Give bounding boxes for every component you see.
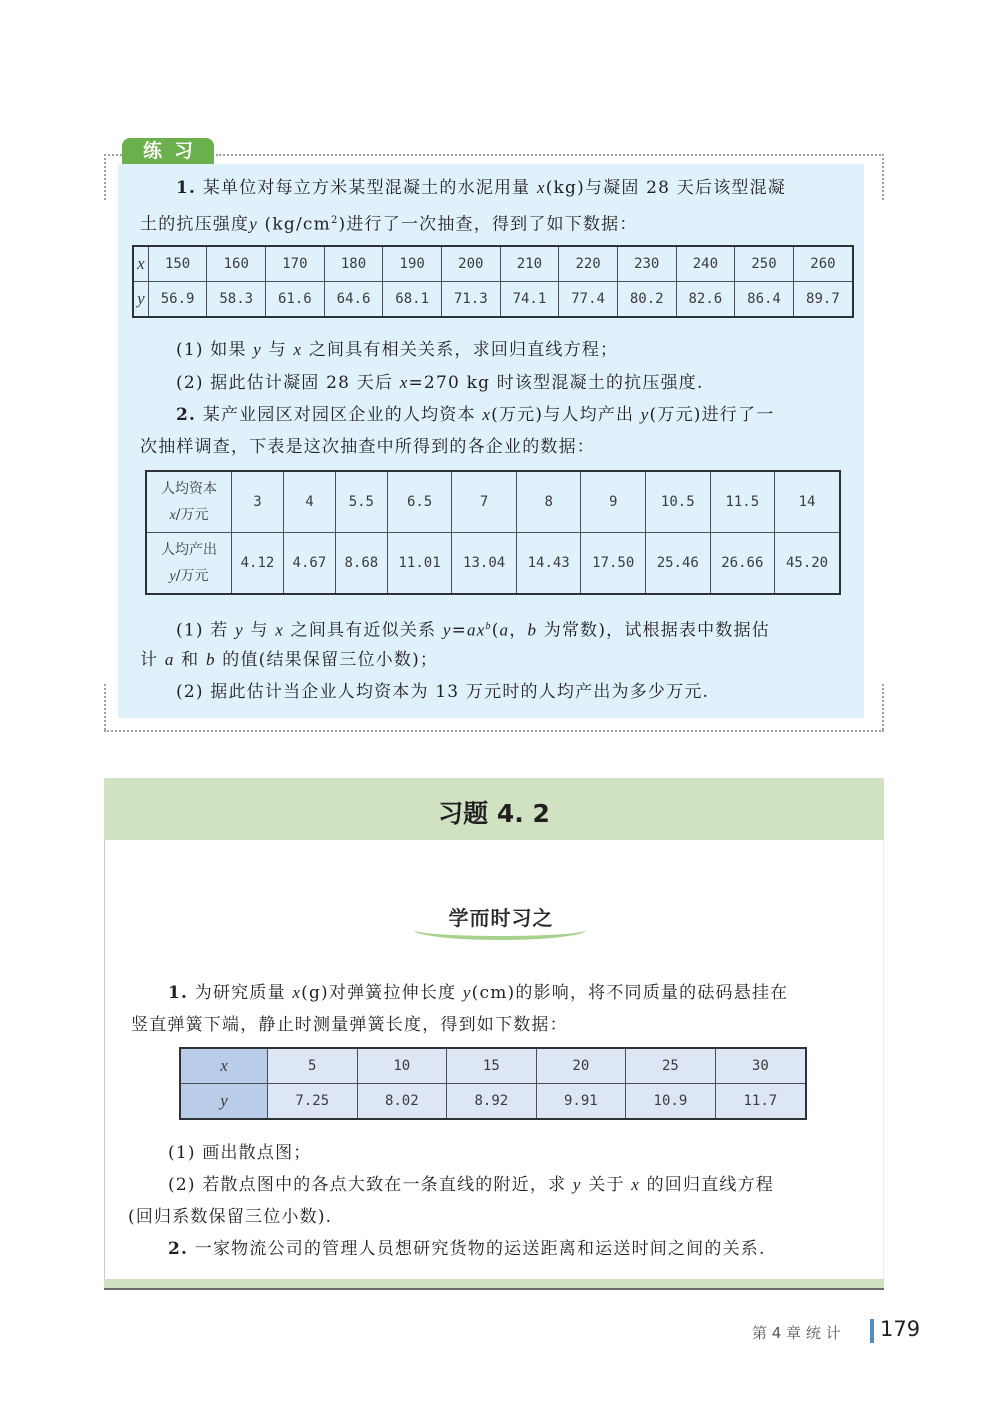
var: y <box>640 405 650 424</box>
text: (1) 若 <box>176 620 236 641</box>
frame-dots-top-left <box>104 154 122 156</box>
var: x <box>169 507 176 523</box>
cell: 5 <box>268 1048 358 1084</box>
frame-dots-left-bottom <box>104 684 106 730</box>
practice-q2-sub1-line2 <box>140 650 438 670</box>
cell: 58.3 <box>207 282 266 318</box>
exercise-q1-sub2-line2: (回归系数保留三位小数). <box>128 1207 333 1227</box>
cell: 210 <box>500 246 559 282</box>
var: x <box>631 1175 640 1194</box>
chapter-label: 第 4 章 统 计 <box>752 1324 841 1342</box>
label-unit: /万元 <box>175 567 209 584</box>
frame-dots-bottom <box>104 730 884 732</box>
var: x <box>399 373 409 392</box>
var: y <box>462 983 472 1002</box>
section-left-border <box>104 778 105 1290</box>
cell: 61.6 <box>266 282 325 318</box>
row-label-y <box>146 533 232 595</box>
cell: 7 <box>452 471 517 533</box>
formula-exponent: b <box>485 621 492 632</box>
cell: 8.02 <box>357 1084 447 1120</box>
cell: 5.5 <box>335 471 387 533</box>
exercises-title: 习题 4. 2 <box>438 799 550 828</box>
text: 某单位对每立方米某型混凝土的水泥用量 <box>202 178 537 198</box>
motto-text: 学而时习之 <box>448 906 554 930</box>
cell: 45.20 <box>775 533 840 595</box>
var: b <box>527 620 538 640</box>
cell: 8.92 <box>447 1084 537 1120</box>
cell: 150 <box>148 246 207 282</box>
cell: 74.1 <box>500 282 559 318</box>
table-row-x <box>133 246 853 282</box>
var: y <box>572 1175 582 1194</box>
cell: 9.91 <box>536 1084 626 1120</box>
practice-q1-table <box>132 245 854 318</box>
question-number: 1. <box>176 178 197 198</box>
text: (万元)与人均产出 <box>491 405 641 425</box>
row-label-x: x <box>180 1048 268 1084</box>
cell: 260 <box>793 246 853 282</box>
practice-q1-sub1 <box>176 340 618 360</box>
cell: 17.50 <box>581 533 646 595</box>
text: )进行了一次抽查，得到了如下数据： <box>338 214 638 235</box>
cell: 25.46 <box>646 533 711 595</box>
text: 与 <box>243 620 276 641</box>
section-right-border <box>883 778 884 1290</box>
practice-q2-sub2: (2) 据此估计当企业人均资本为 13 万元时的人均产出为多少万元. <box>176 682 710 702</box>
cell: 14.43 <box>516 533 581 595</box>
cell: 64.6 <box>324 282 383 318</box>
cell: 8 <box>516 471 581 533</box>
text: ， <box>509 620 528 641</box>
label-text: 人均产出 <box>161 541 217 558</box>
table-row-x <box>180 1048 806 1084</box>
text: 与 <box>262 340 294 360</box>
practice-q1-line2 <box>140 211 638 235</box>
text: 为常数)，试根据表中数据估 <box>537 620 770 641</box>
cell: 82.6 <box>676 282 735 318</box>
cell: 4.12 <box>232 533 284 595</box>
text: (cm)的影响，将不同质量的砝码悬挂在 <box>471 983 789 1003</box>
frame-dots-right-bottom <box>882 684 884 730</box>
practice-tab: 练习 <box>122 138 214 164</box>
cell: 160 <box>207 246 266 282</box>
row-label-x: x <box>133 246 148 282</box>
row-label-y: y <box>133 282 148 318</box>
label-unit: /万元 <box>175 506 209 523</box>
exercise-q1-sub2-line1 <box>168 1175 774 1195</box>
cell: 86.4 <box>735 282 794 318</box>
superscript: 2 <box>330 215 339 226</box>
var: y <box>235 620 244 640</box>
practice-q1-sub2 <box>176 373 704 393</box>
exercise-q1-table <box>179 1047 807 1120</box>
text: (kg/cm <box>257 214 331 235</box>
cell: 200 <box>441 246 500 282</box>
page-number: 179 <box>880 1317 921 1341</box>
question-number: 1. <box>168 983 189 1003</box>
text: 计 <box>140 650 165 670</box>
text: 关于 <box>581 1175 632 1195</box>
question-number: 2. <box>176 405 197 425</box>
text: (万元)进行了一 <box>649 405 775 425</box>
cell: 15 <box>447 1048 537 1084</box>
cell: 77.4 <box>559 282 618 318</box>
cell: 170 <box>266 246 325 282</box>
text: 为研究质量 <box>194 983 293 1003</box>
cell: 180 <box>324 246 383 282</box>
var: x <box>293 340 303 359</box>
text: 和 <box>174 650 206 670</box>
cell: 13.04 <box>452 533 517 595</box>
text: (2) 据此估计凝固 28 天后 <box>176 373 400 393</box>
text: (g)对弹簧拉伸长度 <box>301 983 463 1003</box>
cell: 25 <box>626 1048 716 1084</box>
practice-q2-table <box>145 470 841 595</box>
cell: 71.3 <box>441 282 500 318</box>
var: b <box>205 650 216 669</box>
table-row-y <box>180 1084 806 1120</box>
cell: 220 <box>559 246 618 282</box>
cell: 4.67 <box>283 533 335 595</box>
footer-divider-bar <box>870 1319 874 1343</box>
text: ( <box>491 620 500 641</box>
exercise-q1-line1 <box>168 983 788 1003</box>
text: (2) 若散点图中的各点大致在一条直线的附近，求 <box>168 1175 573 1195</box>
cell: 9 <box>581 471 646 533</box>
table-row-y <box>146 533 840 595</box>
var: x <box>275 620 285 640</box>
text: 之间具有相关关系，求回归直线方程； <box>302 340 619 360</box>
practice-q2-line2: 次抽样调查，下表是这次抽查中所得到的各企业的数据： <box>140 437 595 457</box>
cell: 89.7 <box>793 282 853 318</box>
text: (kg)与凝固 28 天后该型混凝 <box>545 178 787 198</box>
practice-q1-line1 <box>176 178 786 198</box>
row-label-x <box>146 471 232 533</box>
exercises-footer-bar <box>104 1279 884 1290</box>
var: x <box>536 178 546 197</box>
var: x <box>482 405 492 424</box>
text: 之间具有近似关系 <box>284 620 443 641</box>
cell: 7.25 <box>268 1084 358 1120</box>
text: 土的抗压强度 <box>140 214 250 235</box>
exercise-q1-sub1: (1) 画出散点图； <box>168 1143 312 1163</box>
frame-dots-left-top <box>104 154 106 200</box>
exercise-q2-line1 <box>168 1239 766 1259</box>
label-text: 人均资本 <box>161 480 217 497</box>
var: y <box>169 568 176 584</box>
formula-var: y <box>442 620 452 640</box>
text: 某产业园区对园区企业的人均资本 <box>202 405 483 425</box>
cell: 230 <box>617 246 676 282</box>
cell: 10.9 <box>626 1084 716 1120</box>
var: y <box>253 340 263 359</box>
cell: 4 <box>283 471 335 533</box>
practice-q2-line1 <box>176 405 774 425</box>
cell: 11.01 <box>387 533 452 595</box>
row-label-y: y <box>180 1084 268 1120</box>
question-number: 2. <box>168 1239 189 1259</box>
cell: 190 <box>383 246 442 282</box>
cell: 8.68 <box>335 533 387 595</box>
text: =270 kg 时该型混凝土的抗压强度. <box>408 373 704 393</box>
cell: 20 <box>536 1048 626 1084</box>
var: a <box>164 650 175 669</box>
formula-eq: = <box>451 620 468 641</box>
cell: 56.9 <box>148 282 207 318</box>
practice-q2-sub1-line1 <box>176 617 770 641</box>
cell: 26.66 <box>710 533 775 595</box>
cell: 68.1 <box>383 282 442 318</box>
cell: 6.5 <box>387 471 452 533</box>
table-row-y <box>133 282 853 318</box>
cell: 240 <box>676 246 735 282</box>
cell: 14 <box>775 471 840 533</box>
frame-dots-right-top <box>882 154 884 200</box>
text: 的值(结果保留三位小数)； <box>215 650 439 670</box>
formula-var: ax <box>467 620 486 640</box>
exercise-q1-line2: 竖直弹簧下端，静止时测量弹簧长度，得到如下数据： <box>131 1015 568 1035</box>
cell: 30 <box>715 1048 806 1084</box>
cell: 10.5 <box>646 471 711 533</box>
var: x <box>292 983 302 1002</box>
cell: 250 <box>735 246 794 282</box>
cell: 11.7 <box>715 1084 806 1120</box>
table-row-x <box>146 471 840 533</box>
var: y <box>249 214 258 234</box>
cell: 11.5 <box>710 471 775 533</box>
cell: 10 <box>357 1048 447 1084</box>
frame-dots-top <box>216 154 884 156</box>
motto-banner <box>412 900 590 940</box>
var: a <box>499 620 510 640</box>
cell: 80.2 <box>617 282 676 318</box>
text: (1) 如果 <box>176 340 254 360</box>
cell: 3 <box>232 471 284 533</box>
exercises-header <box>104 778 884 840</box>
text: 一家物流公司的管理人员想研究货物的运送距离和运送时间之间的关系. <box>194 1239 766 1259</box>
text: 的回归直线方程 <box>640 1175 775 1195</box>
